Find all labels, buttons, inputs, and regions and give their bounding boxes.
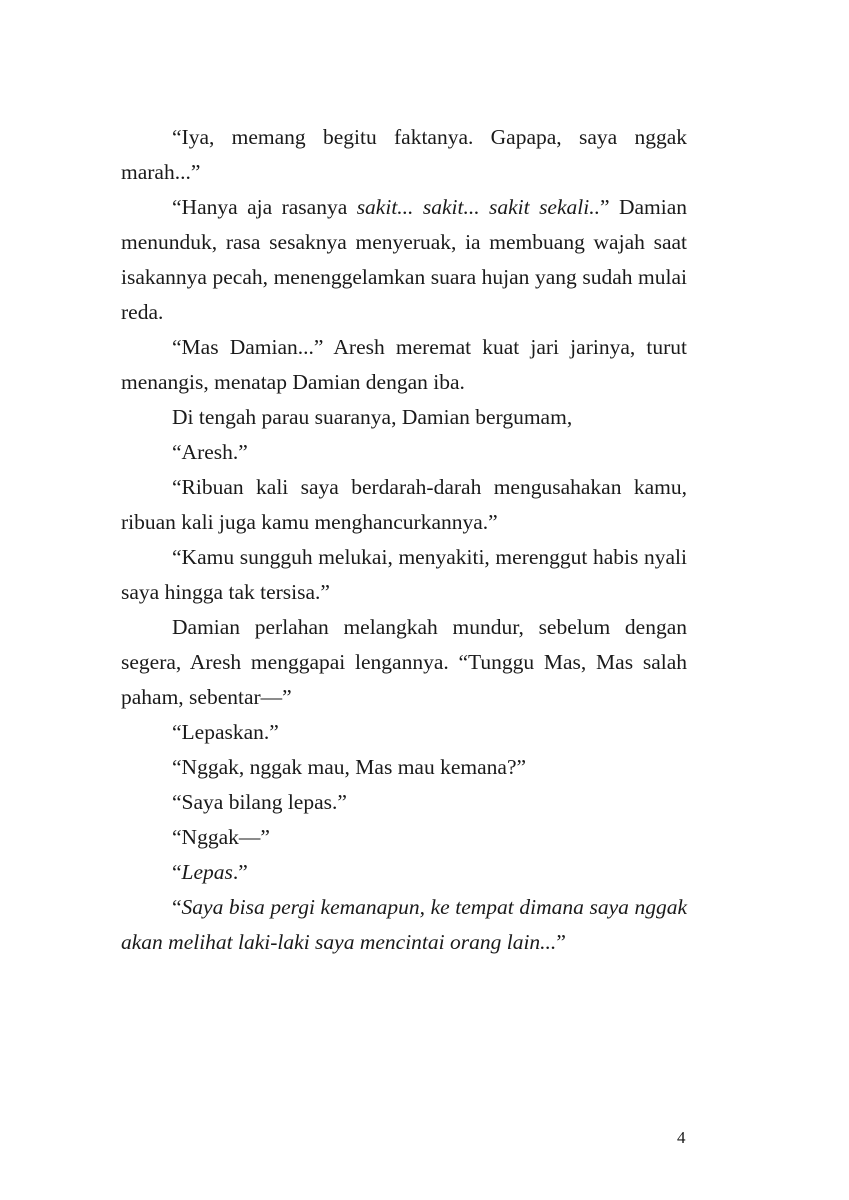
paragraph-0	[121, 120, 687, 190]
text-run: Damian perlahan melangkah mundur, sebelum dengan segera, Aresh menggapai lengannya. “Tunggu Mas, Mas salah paham, sebentar—”	[121, 615, 687, 709]
text-run: ” Damian menunduk, rasa sesaknya menyeruak, ia membuang wajah saat isakannya pecah, menenggelamkan suara hujan yang sudah mulai reda.	[121, 195, 688, 324]
text-run: “Mas Damian...” Aresh meremat kuat jari jarinya, turut menangis, menatap Damian dengan iba.	[121, 335, 687, 394]
text-run: Di tengah parau suaranya, Damian bergumam,	[172, 405, 573, 429]
body-text	[121, 120, 687, 960]
text-run: “Nggak—”	[172, 825, 270, 849]
paragraph-10	[121, 785, 687, 820]
text-run: “Nggak, nggak mau, Mas mau kemana?”	[172, 755, 527, 779]
text-run: “	[172, 895, 182, 919]
text-run: “Ribuan kali saya berdarah-darah mengusahakan kamu, ribuan kali juga kamu menghancurkannya.”	[121, 475, 687, 534]
paragraph-6	[121, 540, 687, 610]
paragraph-1	[121, 190, 687, 330]
text-run: “Aresh.”	[172, 440, 248, 464]
paragraph-12	[121, 855, 687, 890]
text-run: ”	[556, 930, 566, 954]
text-run: “Lepaskan.”	[172, 720, 279, 744]
paragraph-11	[121, 820, 687, 855]
paragraph-3	[121, 400, 687, 435]
text-run-italic: Saya bisa pergi kemanapun, ke tempat dimana saya nggak akan melihat laki-laki saya mencintai orang lain...	[121, 895, 687, 954]
paragraph-5	[121, 470, 687, 540]
paragraph-13	[121, 890, 687, 960]
paragraph-2	[121, 330, 687, 400]
paragraph-4	[121, 435, 687, 470]
text-run-italic: sakit... sakit... sakit sekali..	[356, 195, 600, 219]
page-number: 4	[677, 1128, 686, 1147]
text-run: “Saya bilang lepas.”	[172, 790, 347, 814]
text-run: “Iya, memang begitu faktanya. Gapapa, saya nggak marah...”	[121, 125, 687, 184]
paragraph-8	[121, 715, 687, 750]
text-run: “	[172, 860, 182, 884]
paragraph-7	[121, 610, 687, 715]
text-run: “Hanya aja rasanya	[172, 195, 357, 219]
paragraph-9	[121, 750, 687, 785]
text-run: “Kamu sungguh melukai, menyakiti, merenggut habis nyali saya hingga tak tersisa.”	[121, 545, 687, 604]
text-run-italic: Lepas	[181, 860, 233, 884]
text-run: .”	[232, 860, 248, 884]
